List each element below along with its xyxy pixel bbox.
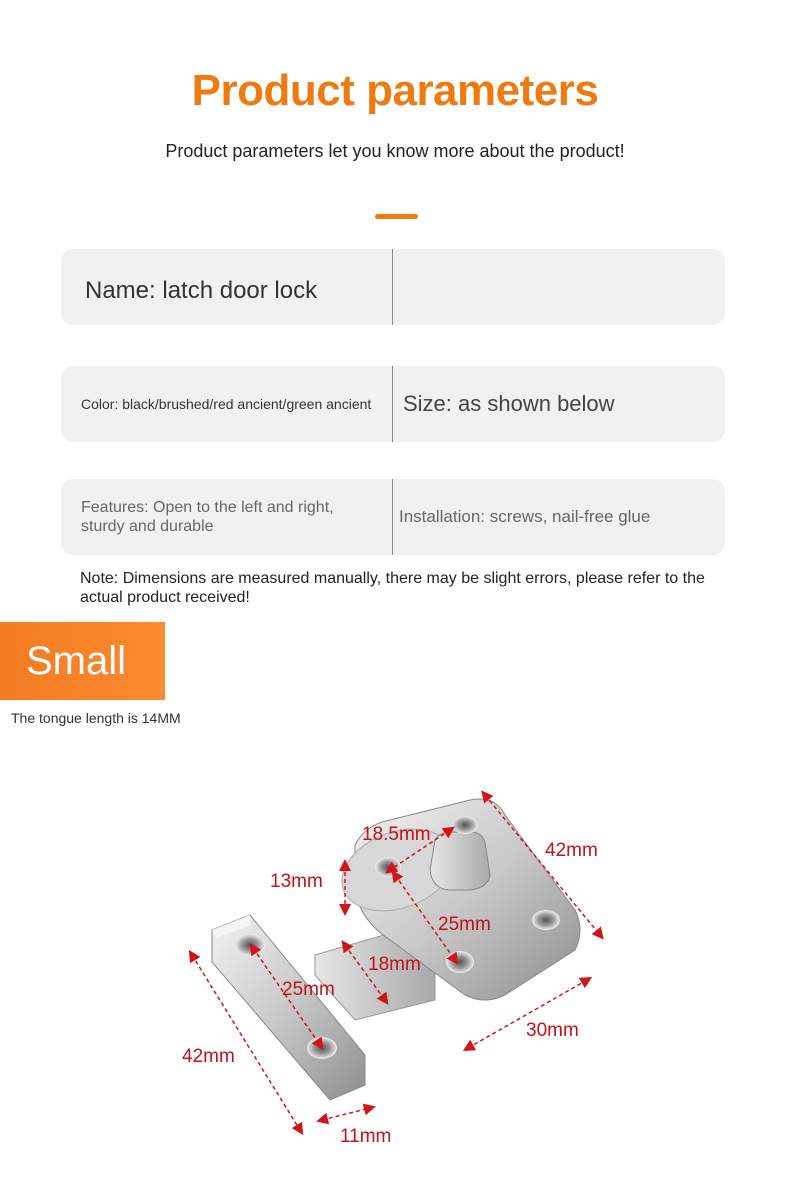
accent-divider xyxy=(375,214,418,219)
strike-screw-hole-top xyxy=(235,934,265,956)
dim-body-width: 30mm xyxy=(526,1020,579,1041)
dim-diag-hole-spacing: 25mm xyxy=(438,914,491,935)
dim-tongue-width: 18mm xyxy=(368,954,421,975)
page-subtitle: Product parameters let you know more about the product! xyxy=(165,141,625,161)
param-installation: Installation: screws, nail-free glue xyxy=(399,507,651,526)
param-size: Size: as shown below xyxy=(403,391,615,416)
param-row-color-size xyxy=(61,366,725,442)
dim-body-length: 42mm xyxy=(545,840,598,861)
param-empty-cell xyxy=(393,249,725,325)
tongue-length-note: The tongue length is 14MM xyxy=(11,710,181,726)
measurement-note: Note: Dimensions are measured manually, there may be slight errors, please refer to the actual product received! xyxy=(80,570,705,606)
body-screw-hole-1 xyxy=(452,816,478,834)
strike-screw-hole-bottom xyxy=(307,1037,337,1059)
turn-knob xyxy=(430,832,490,890)
variant-badge: Small xyxy=(0,622,165,700)
page-title: Product parameters xyxy=(191,66,599,115)
latch-dimension-diagram xyxy=(150,770,650,1170)
body-screw-hole-2 xyxy=(375,857,401,877)
dim-strike-hole-spacing: 25mm xyxy=(282,979,335,1000)
dim-strike-width: 11mm xyxy=(340,1126,392,1147)
dim-top-hole-spacing: 18.5mm xyxy=(362,824,431,845)
body-screw-hole-4 xyxy=(446,951,474,973)
body-screw-hole-3 xyxy=(532,910,560,930)
param-row-name xyxy=(61,249,725,325)
param-row-features-installation xyxy=(61,479,725,555)
strike-plate xyxy=(212,915,365,1100)
param-name: Name: latch door lock xyxy=(61,249,393,325)
dim-knob-height: 13mm xyxy=(270,871,323,892)
param-features: Features: Open to the left and right, sturdy and durable xyxy=(61,479,393,555)
param-color: Color: black/brushed/red ancient/green ancient xyxy=(61,366,393,442)
dim-strike-length: 42mm xyxy=(182,1046,235,1067)
